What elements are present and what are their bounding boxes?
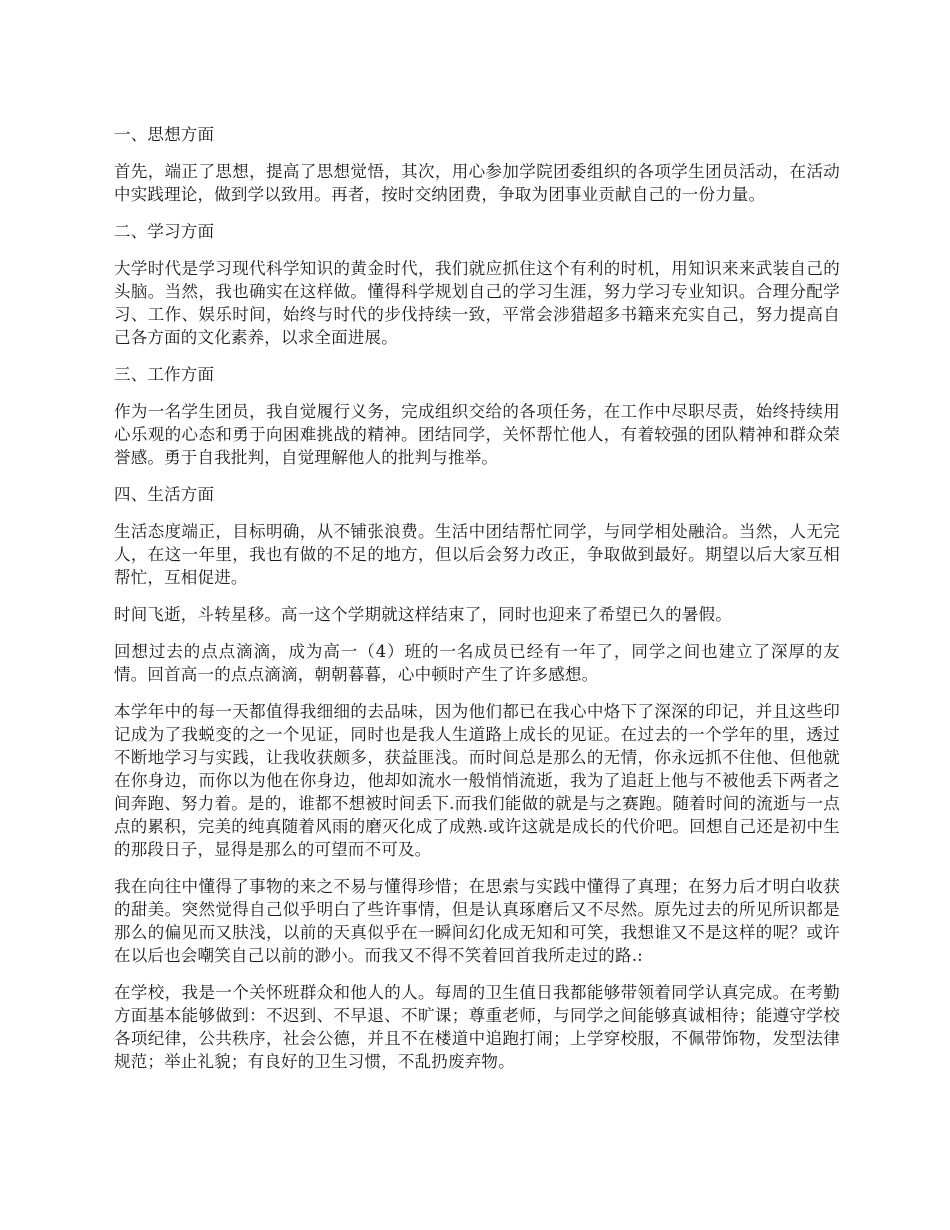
section-text-thought: 首先，端正了思想，提高了思想觉悟，其次，用心参加学院团委组织的各项学生团员活动，在活动中实践理论，做到学以致用。再者，按时交纳团费，争取为团事业贡献自己的一份力量。	[114, 162, 840, 204]
paragraph: 时间飞逝，斗转星移。高一这个学期就这样结束了，同时也迎来了希望已久的暑假。	[114, 605, 732, 624]
section-heading-thought: 一、思想方面	[114, 125, 215, 144]
paragraph: 我在向往中懂得了事物的来之不易与懂得珍惜；在思索与实践中懂得了真理；在努力后才明白收获的甜美。突然觉得自己似乎明白了些许事情，但是认真琢磨后又不尽然。原先过去的所见所识都是那么的偏见而又肤浅，以前的天真似乎在一瞬间幻化成无知和可笑，我想谁又不是这样的呢？或许在以后也会嘲笑自己以前的渺小。而我又不得不笑着回首我所走过的路.:	[114, 877, 840, 965]
section-heading-work: 三、工作方面	[114, 365, 215, 384]
section-heading-study: 二、学习方面	[114, 222, 215, 241]
section-text-study: 大学时代是学习现代科学知识的黄金时代，我们就应抓住这个有利的时机，用知识来来武装自己的头脑。当然，我也确实在这样做。懂得科学规划自己的学习生涯，努力学习专业知识。合理分配学习、工作、娱乐时间，始终与时代的步伐持续一致，平常会涉猎超多书籍来充实自己，努力提高自己各方面的文化素养，以求全面进展。	[114, 259, 840, 347]
paragraph: 回想过去的点点滴滴，成为高一（4）班的一名成员已经有一年了，同学之间也建立了深厚的友情。回首高一的点点滴滴，朝朝暮暮，心中顿时产生了许多感想。	[114, 642, 840, 684]
section-heading-life: 四、生活方面	[114, 485, 215, 504]
section-text-work: 作为一名学生团员，我自觉履行义务，完成组织交给的各项任务，在工作中尽职尽责，始终持续用心乐观的心态和勇于向困难挑战的精神。团结同学，关怀帮忙他人，有着较强的团队精神和群众荣誉感。勇于自我批判，自觉理解他人的批判与推举。	[114, 402, 840, 467]
paragraph: 本学年中的每一天都值得我细细的去品味，因为他们都已在我心中烙下了深深的印记，并且这些印记成为了我蜕变的之一个见证，同时也是我人生道路上成长的见证。在过去的一个学年的里，透过不断地学习与实践，让我收获颇多，获益匪浅。而时间总是那么的无情，你永远抓不住他、但他就在你身边，而你以为他在你身边，他却如流水一般悄悄流逝，我为了追赶上他与不被他丢下两者之间奔跑、努力着。是的，谁都不想被时间丢下.而我们能做的就是与之赛跑。随着时间的流逝与一点点的累积，完美的纯真随着风雨的磨灭化成了成熟.或许这就是成长的代价吧。回想自己还是初中生的那段日子，显得是那么的可望而不可及。	[114, 702, 840, 859]
paragraph: 在学校，我是一个关怀班群众和他人的人。每周的卫生值日我都能够带领着同学认真完成。在考勤方面基本能够做到：不迟到、不早退、不旷课；尊重老师，与同学之间能够真诚相待；能遵守学校各项纪律，公共秩序，社会公德，并且不在楼道中追跑打闹；上学穿校服，不佩带饰物，发型法律规范；举止礼貌；有良好的卫生习惯，不乱扔废弃物。	[114, 983, 840, 1071]
document-body	[114, 123, 840, 1087]
section-text-life: 生活态度端正，目标明确，从不铺张浪费。生活中团结帮忙同学，与同学相处融洽。当然，人无完人，在这一年里，我也有做的不足的地方，但以后会努力改正，争取做到最好。期望以后大家互相帮忙，互相促进。	[114, 522, 840, 587]
